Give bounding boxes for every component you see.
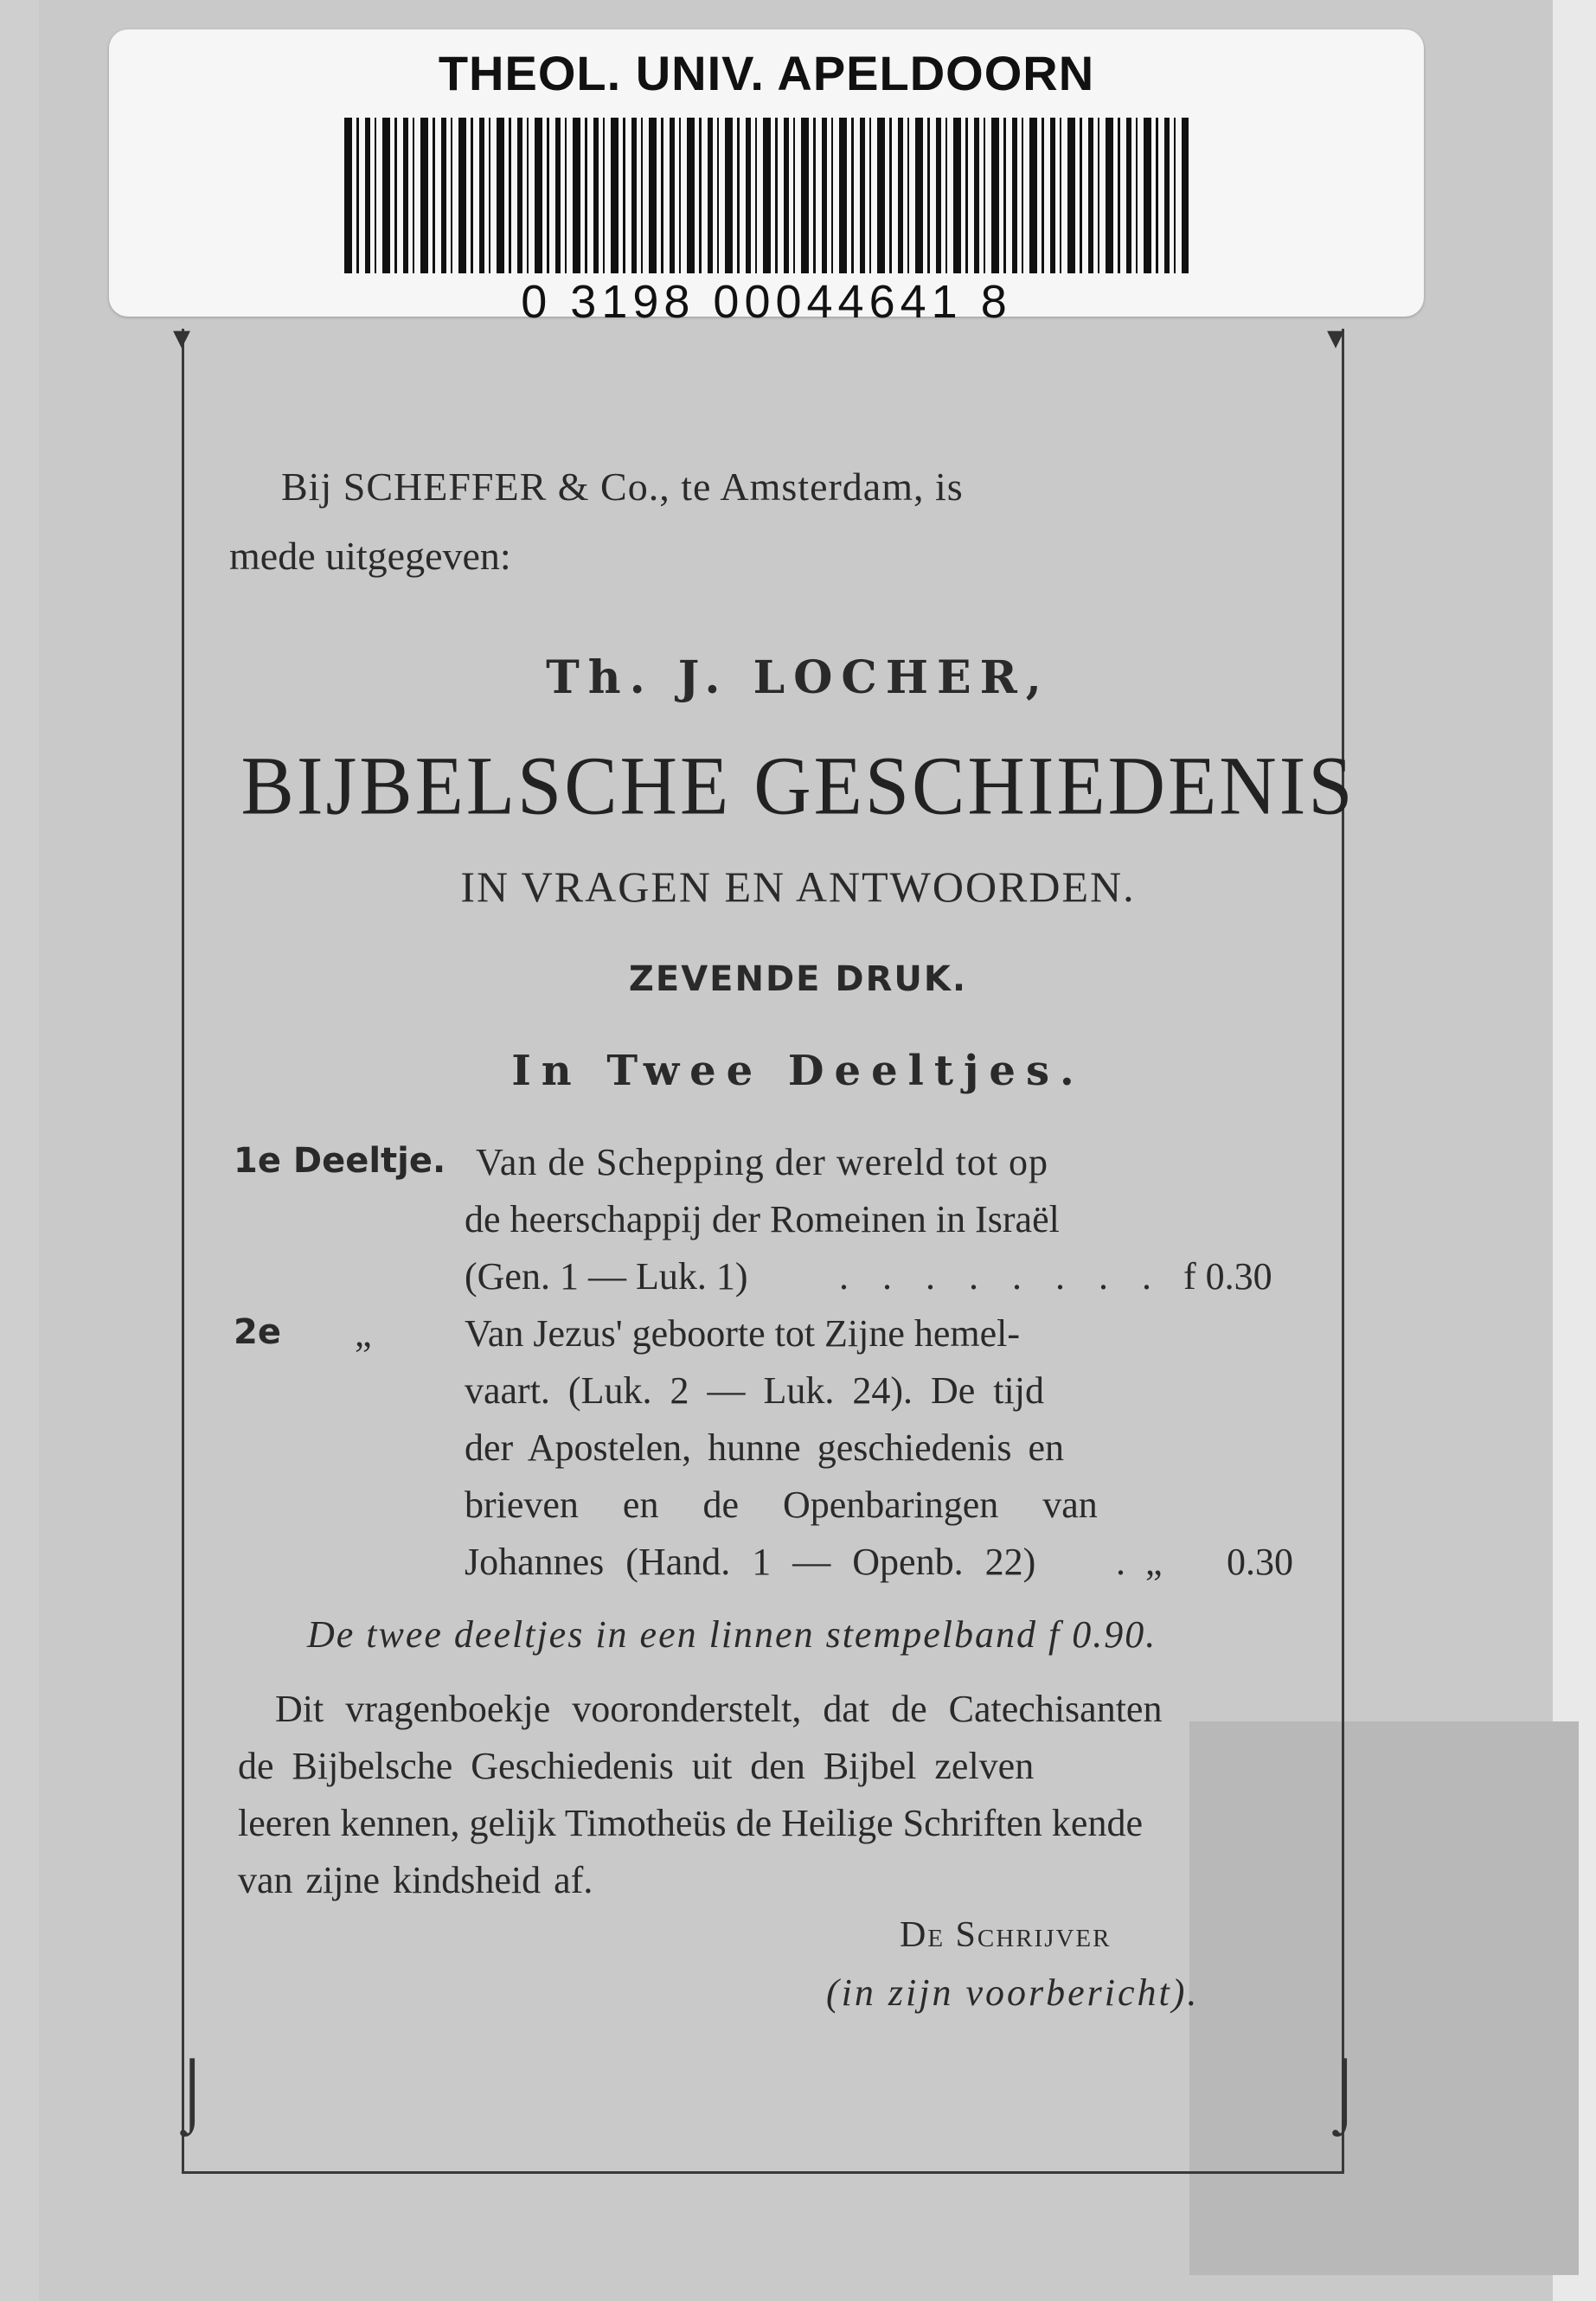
volume-1-line-3: (Gen. 1 — Luk. 1) [465,1255,748,1298]
volume-1-price: f 0.30 [1183,1255,1272,1298]
volume-2-leader: . „ [1116,1541,1168,1583]
quote-line-2: de Bijbelsche Geschiedenis uit den Bijbel zelven [238,1745,1035,1787]
volume-2-price: 0.30 [1227,1541,1293,1583]
author-name: Th. J. LOCHER, [546,651,1050,704]
volume-2-line-2: vaart. (Luk. 2 — Luk. 24). De tijd [465,1369,1044,1412]
volumes-heading: In Twee Deeltjes. [511,1047,1085,1095]
volume-1-leader: . . . . . . . . [839,1255,1163,1298]
signature-note: (in zijn voorbericht). [826,1971,1200,2014]
volume-2-line-3: der Apostelen, hunne geschiedenis en [465,1426,1065,1469]
book-subtitle: IN VRAGEN EN ANTWOORDEN. [460,862,1136,911]
volume-2-line-1: Van Jezus' geboorte tot Zijne hemel- [465,1312,1021,1355]
volume-1-label: 1e Deeltje. [234,1141,446,1181]
signature-name: De Schrijver [900,1915,1112,1955]
volume-2-line-4: brieven en de Openbaringen van [465,1484,1098,1526]
intro-line-1: Bij SCHEFFER & Co., te Amsterdam, is [281,465,964,509]
frame-top-ornament-icon: ▾ [1327,317,1345,356]
quote-line-4: van zijne kindsheid af. [238,1859,593,1901]
volume-1-line-1: Van de Schepping der wereld tot op [476,1141,1049,1183]
barcode-number: 0 3198 00044641 8 [521,276,1012,328]
book-title: BIJBELSCHE GESCHIEDENIS [240,739,1356,832]
barcode-icon [344,118,1189,273]
binding-note: De twee deeltjes in een linnen stempelband f 0.90. [307,1613,1157,1656]
intro-line-2: mede uitgegeven: [229,534,511,578]
label-title: THEOL. UNIV. APELDOORN [438,46,1095,100]
quote-line-3: leeren kennen, gelijk Timotheüs de Heilige Schriften kende [238,1802,1143,1844]
volume-1-line-2: de heerschappij der Romeinen in Israël [465,1198,1060,1240]
edition: ZEVENDE DRUK. [628,959,968,999]
volume-2-line-5: Johannes (Hand. 1 — Openb. 22) [465,1541,1036,1583]
frame-top-ornament-icon: ▾ [173,317,191,356]
frame-ornament-icon: ⌡ [171,2055,214,2131]
frame-ornament-icon: ⌡ [1324,2055,1366,2131]
volume-2-ditto: „ [355,1312,372,1355]
volume-2-label: 2e [234,1312,281,1352]
quote-line-1: Dit vragenboekje vooronderstelt, dat de Catechisanten [275,1688,1163,1730]
library-barcode-label [109,29,1424,328]
